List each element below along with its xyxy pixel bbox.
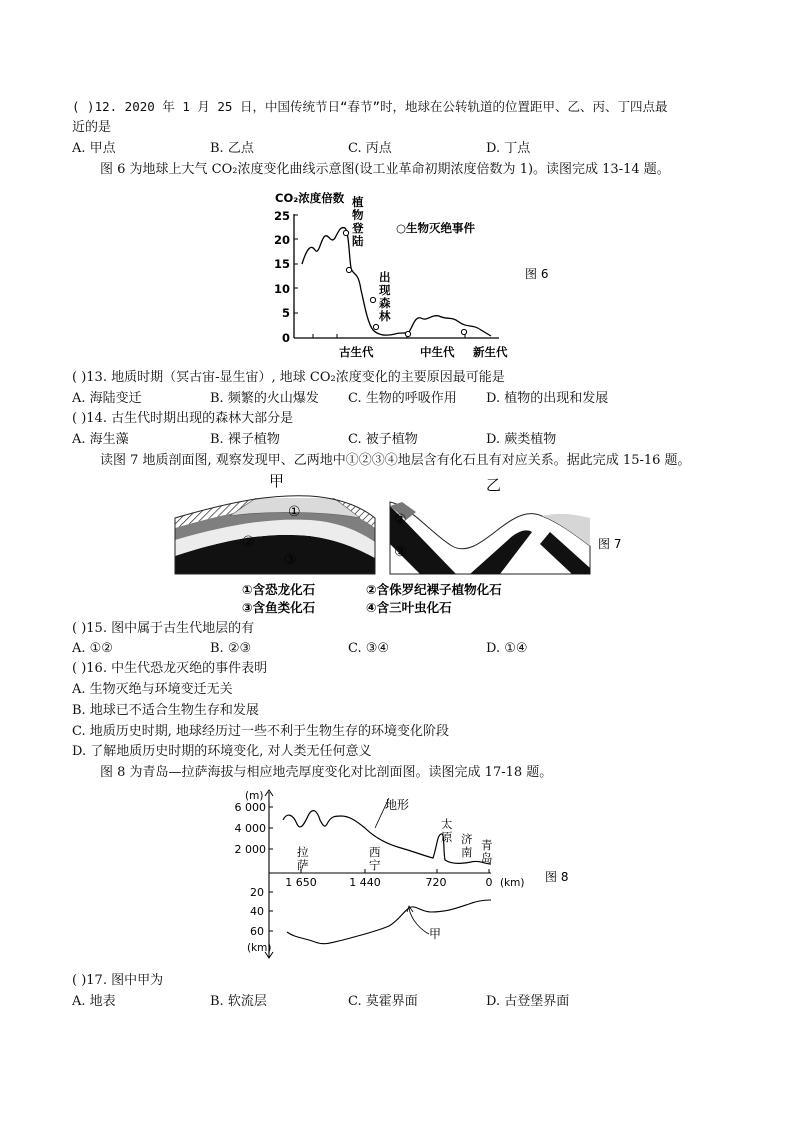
fig7-layer-num: ③: [394, 544, 407, 560]
fig7-layer-num: ③: [284, 552, 297, 568]
fig8-label-jia: 甲: [429, 927, 442, 941]
svg-text:②含侏罗纪裸子植物化石: ②含侏罗纪裸子植物化石: [366, 582, 502, 597]
fig6-ytick: 25: [273, 209, 290, 223]
q17-option-a: A. 地表: [72, 994, 116, 1009]
fig8-moho-curve: [287, 900, 491, 944]
fig8-city: 岛: [481, 851, 493, 865]
fig8-city: 南: [461, 845, 473, 859]
svg-text:林: 林: [379, 309, 391, 323]
q17-option-b: B. 软流层: [210, 994, 267, 1009]
q12-stem-line2: 近的是: [72, 120, 112, 135]
fig6-ylabel: CO₂浓度倍数: [275, 191, 345, 205]
fig6-ytick: 20: [273, 233, 290, 247]
q12-option-c: C. 丙点: [348, 141, 392, 156]
figure-6-co2-chart: [255, 186, 575, 362]
intro-13-14: 图 6 为地球上大气 CO₂浓度变化曲线示意图(设工业革命初期浓度倍数为 1)。读图完成 13-14 题。: [100, 162, 670, 177]
q13-stem: ( )13. 地质时期（冥古宙-显生宙）, 地球 CO₂浓度变化的主要原因最可能是: [72, 370, 505, 385]
q17-option-c: C. 莫霍界面: [348, 994, 418, 1009]
fig8-ytick-up: 4 000: [234, 822, 266, 835]
intro-17-18: 图 8 为青岛—拉萨海拔与相应地壳厚度变化对比剖面图。读图完成 17-18 题。: [100, 765, 553, 780]
fig8-xtick: 1 440: [349, 876, 381, 889]
q13-option-a: A. 海陆变迁: [72, 391, 142, 406]
fig6-ytick: 0: [281, 331, 290, 345]
fig6-era-label: 新生代: [473, 345, 508, 359]
svg-text:物: 物: [352, 208, 364, 222]
fig8-city: 太: [441, 817, 453, 831]
q13-option-c: C. 生物的呼吸作用: [348, 391, 457, 406]
fig8-unit-m: (m): [245, 790, 264, 802]
fig7-legend: [242, 582, 502, 615]
fig7-section-jia: [175, 482, 375, 574]
svg-text:植: 植: [352, 195, 364, 209]
fig8-city: 济: [461, 832, 473, 846]
q15-option-b: B. ②③: [210, 641, 252, 656]
q16-option-a: A. 生物灭绝与环境变迁无关: [72, 682, 233, 697]
fig8-city: 拉: [297, 845, 309, 859]
fig8-xtick: 0: [485, 876, 493, 889]
fig7-label-yi: 乙: [486, 476, 502, 494]
figure-8-profile: [225, 786, 585, 964]
fig8-xtick: 720: [425, 876, 447, 889]
q17-option-d: D. 古登堡界面: [486, 994, 570, 1009]
q16-stem: ( )16. 中生代恐龙灭绝的事件表明: [72, 661, 268, 676]
fig7-layer-num: ②: [242, 534, 255, 550]
fig6-co2-curve: [302, 227, 491, 336]
q13-option-d: D. 植物的出现和发展: [486, 391, 609, 406]
fig8-ytick-up: 2 000: [234, 843, 266, 856]
fig8-city: 西: [369, 845, 381, 859]
fig8-caption: 图 8: [545, 870, 569, 884]
fig8-unit-km-x: (km): [500, 877, 525, 889]
q14-option-d: D. 蕨类植物: [486, 432, 557, 447]
q14-option-c: C. 被子植物: [348, 432, 418, 447]
fig6-legend: ○生物灭绝事件: [396, 221, 476, 235]
q15-option-c: C. ③④: [348, 641, 390, 656]
figure-7-geologic-section: [170, 472, 630, 618]
fig8-xtick: 1 650: [285, 876, 317, 889]
fig6-era-label: 古生代: [339, 345, 374, 359]
fig8-ytick-down: 40: [250, 905, 264, 918]
svg-text:④含三叶虫化石: ④含三叶虫化石: [366, 600, 452, 615]
fig8-city: 原: [441, 830, 453, 844]
fig7-label-jia: 甲: [269, 472, 285, 490]
q16-option-c: C. 地质历史时期, 地球经历过一些不利于生物生存的环境变化阶段: [72, 724, 450, 739]
fig7-layer-num: ②: [394, 512, 407, 528]
q14-option-a: A. 海生藻: [72, 432, 129, 447]
fig7-caption: 图 7: [598, 537, 622, 551]
fig8-curve-label: 地形: [385, 798, 410, 812]
svg-text:出: 出: [379, 270, 391, 284]
q15-stem: ( )15. 图中属于古生代地层的有: [72, 621, 255, 636]
intro-15-16: 读图 7 地质剖面图, 观察发现甲、乙两地中①②③④地层含有化石且有对应关系。据此完成 15-16 题。: [100, 453, 691, 468]
q16-option-d: D. 了解地质历史时期的环境变化, 对人类无任何意义: [72, 744, 372, 759]
svg-text:现: 现: [379, 283, 391, 297]
fig6-forest-label: [378, 270, 391, 323]
q15-option-a: A. ①②: [72, 641, 113, 656]
q17-stem: ( )17. 图中甲为: [72, 973, 164, 988]
fig6-ytick: 10: [273, 282, 290, 296]
svg-text:森: 森: [379, 296, 391, 310]
q13-option-b: B. 频繁的火山爆发: [210, 391, 319, 406]
svg-text:登: 登: [352, 221, 364, 235]
svg-text:③含鱼类化石: ③含鱼类化石: [242, 600, 316, 615]
fig8-city: 萨: [297, 858, 309, 872]
fig8-unit-km-y: (km): [247, 942, 272, 954]
q12-option-b: B. 乙点: [210, 141, 254, 156]
fig8-city: 宁: [369, 858, 381, 872]
q12-stem-line1: ( )12. 2020 年 1 月 25 日，中国传统节日“春节”时，地球在公转轨道的位置距甲、乙、丙、丁四点最: [72, 99, 668, 114]
fig6-ytick: 5: [281, 306, 290, 320]
fig8-city: 青: [481, 838, 493, 852]
fig8-ytick-down: 60: [250, 925, 264, 938]
fig6-ytick: 15: [273, 257, 290, 271]
fig8-ytick-up: 6 000: [234, 801, 266, 814]
fig7-layer-num: ①: [288, 504, 301, 520]
svg-text:陆: 陆: [352, 234, 364, 248]
fig7-section-yi: [390, 502, 590, 574]
q14-option-b: B. 裸子植物: [210, 432, 280, 447]
fig6-era-label: 中生代: [420, 345, 455, 359]
fig8-ytick-down: 20: [250, 886, 264, 899]
q15-option-d: D. ①④: [486, 641, 528, 656]
fig6-caption: 图 6: [525, 267, 549, 281]
q16-option-b: B. 地球已不适合生物生存和发展: [72, 703, 259, 718]
fig6-plant-label: [351, 195, 364, 248]
q12-option-d: D. 丁点: [486, 141, 531, 156]
q12-option-a: A. 甲点: [72, 141, 116, 156]
svg-text:①含恐龙化石: ①含恐龙化石: [242, 582, 316, 597]
fig8-terrain-curve: [283, 811, 491, 864]
q14-stem: ( )14. 古生代时期出现的森林大部分是: [72, 411, 294, 426]
